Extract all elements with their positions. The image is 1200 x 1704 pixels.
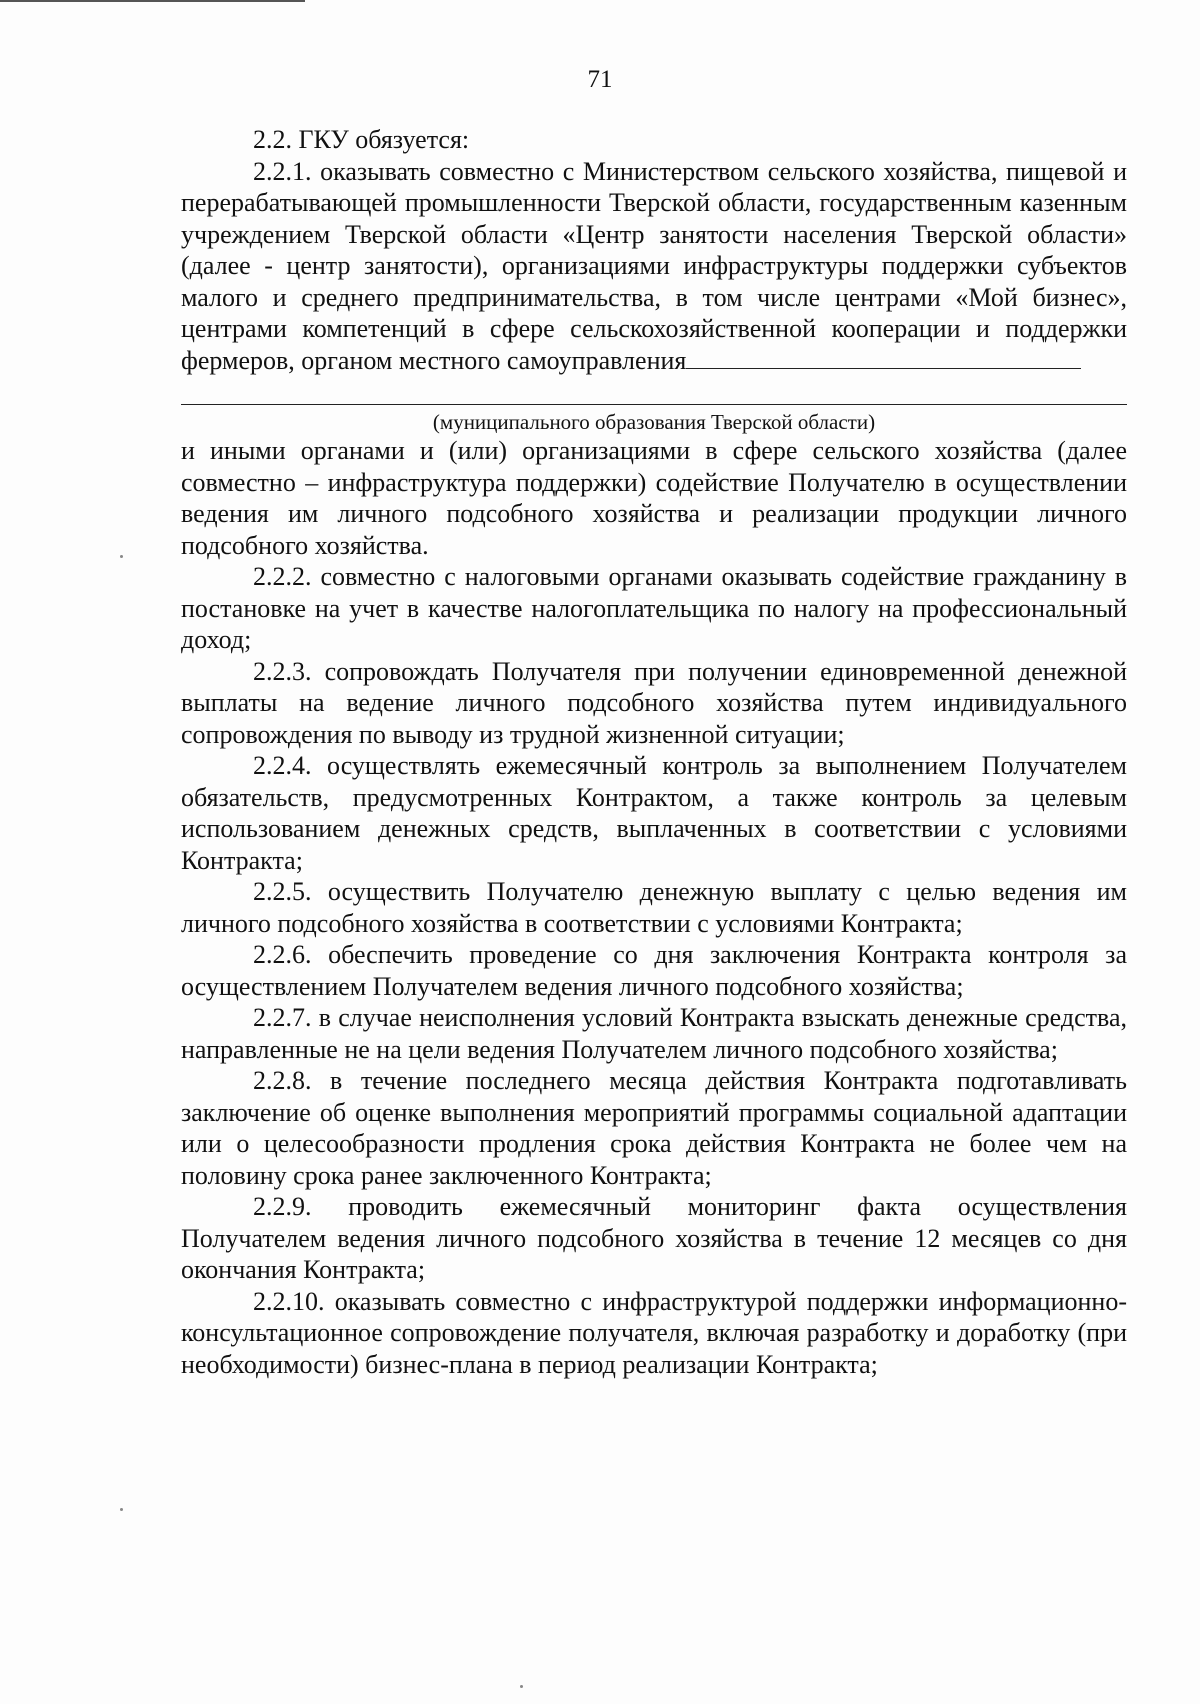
paragraph-2-2-7: 2.2.7. в случае неисполнения условий Контракта взыскать денежные средства, направленные не на цели ведения Получателем личного подсобного хозяйства; [181,1003,1127,1064]
paragraph-2-2-1-continued: и иными органами и (или) организациями в сфере сельского хозяйства (далее совместно – инфраструктура поддержки) содействие Получателю в осуществлении ведения им личного подсобного хозяйства и реализации продукции личного подсобного хозяйства. [181,436,1127,560]
paragraph-2-2-10: 2.2.10. оказывать совместно с инфраструктурой поддержки информационно-консультационное сопровождение получателя, включая разработку и доработку (при необходимости) бизнес-плана в период реализации Контракта; [181,1286,1127,1379]
document-body [181,124,1127,1380]
blank-fill-line [686,348,1081,369]
paragraph-2-2-4: 2.2.4. осуществлять ежемесячный контроль за выполнением Получателем обязательств, предусмотренных Контрактом, а также контроль за целевым использованием денежных средств, выплаченных в соответствии с условиями Контракта; [181,751,1127,875]
blank-line-row [181,376,1127,406]
scan-speck [520,1685,523,1688]
paragraph-2-2-8: 2.2.8. в течение последнего месяца действия Контракта подготавливать заключение об оценке выполнения мероприятий программы социальной адаптации или о целесообразности продления срока действия Контракта не более чем на половину срока ранее заключенного Контракта; [181,1066,1127,1190]
section-heading: 2.2. ГКУ обязуется: [253,125,470,154]
paragraph-2-2-9: 2.2.9. проводить ежемесячный мониторинг факта осуществления Получателем ведения личного подсобного хозяйства в течение 12 месяцев со дня окончания Контракта; [181,1192,1127,1284]
scan-speck [120,1508,123,1511]
scan-edge-line [0,0,305,2]
paragraph-2-2-5: 2.2.5. осуществить Получателю денежную выплату с целью ведения им личного подсобного хозяйства в соответствии с условиями Контракта; [181,877,1127,938]
blank-fill-line-full [181,404,1127,405]
paragraph-2-2-3: 2.2.3. сопровождать Получателя при получении единовременной денежной выплаты на ведение личного подсобного хозяйства путем индивидуального сопровождения по выводу из трудной жизненной ситуации; [181,656,1127,749]
scan-speck [120,555,123,558]
paragraph-2-2-1-text: 2.2.1. оказывать совместно с Министерством сельского хозяйства, пищевой и перерабатывающей промышленности Тверской области, государственным казенным учреждением Тверской области «Центр занятости населения Тверской области» (далее - центр занятости), организациями инфраструктуры поддержки субъектов малого и среднего предпринимательства, в том числе центрами «Мой бизнес», центрами компетенций в сфере сельскохозяйственной кооперации и поддержки фермеров, органом местного самоуправления [181,156,1127,375]
paragraph-2-2-2: 2.2.2. совместно с налоговыми органами оказывать содействие гражданину в постановке на учет в качестве налогоплательщика по налогу на профессиональный доход; [181,562,1127,654]
paragraph-2-2-1 [181,156,1127,377]
paragraph-2-2-6: 2.2.6. обеспечить проведение со дня заключения Контракта контроля за осуществлением Получателем ведения личного подсобного хозяйства; [181,940,1127,1001]
field-caption: (муниципального образования Тверской области) [432,410,876,434]
page-number: 71 [587,66,613,93]
